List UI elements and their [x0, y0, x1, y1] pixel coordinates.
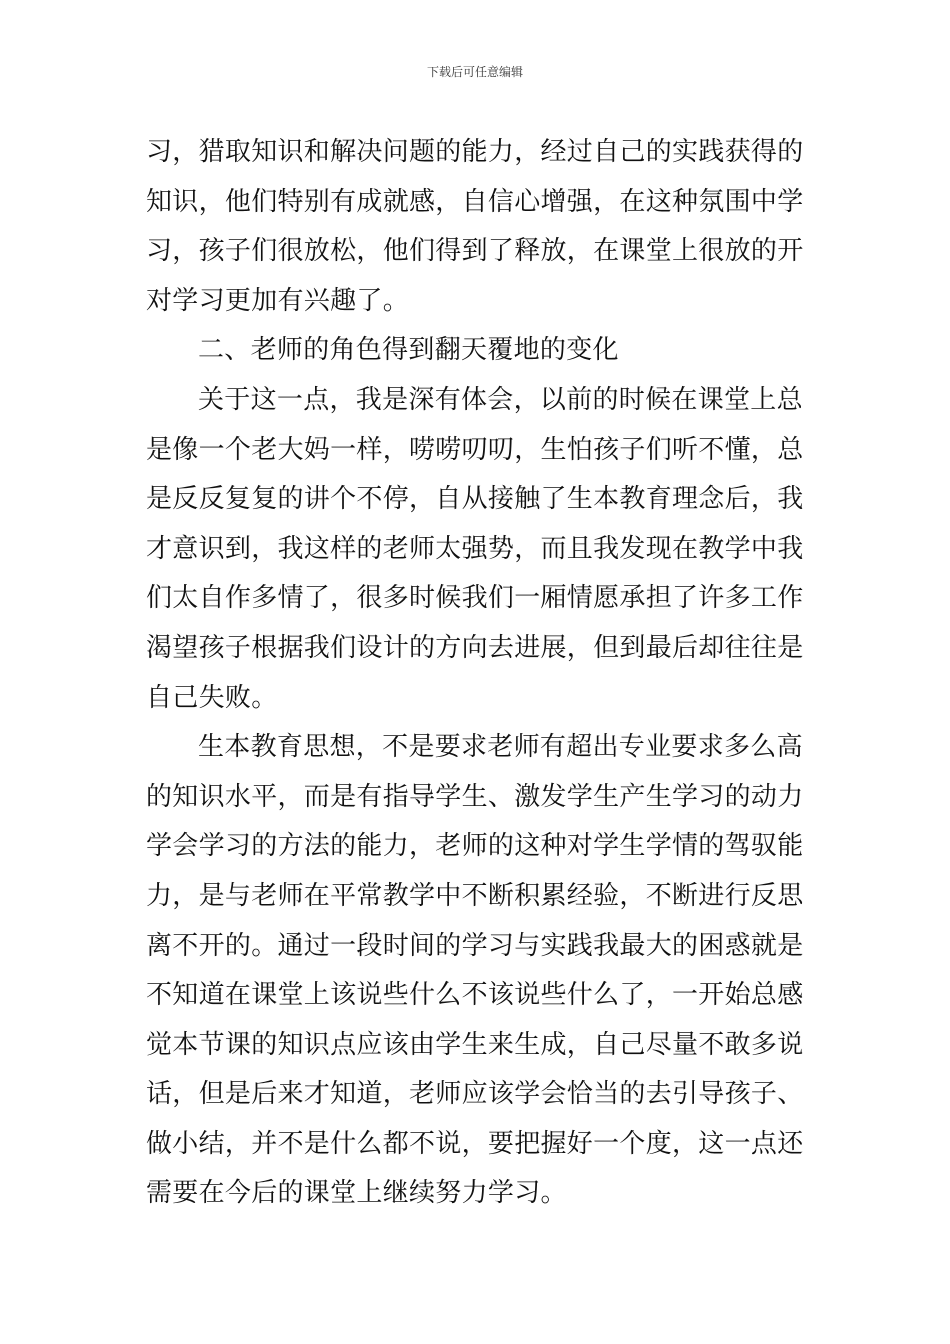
text-line: 不知道在课堂上该说些什么不该说些什么了，一开始总感 [146, 980, 804, 1011]
section-heading: 二、老师的角色得到翻天覆地的变化 [198, 335, 619, 366]
text-line: 习，猎取知识和解决问题的能力，经过自己的实践获得的 [146, 137, 804, 167]
page-header-note: 下载后可任意编辑 [426, 65, 523, 79]
text-line: 自己失败。 [146, 682, 278, 713]
text-line: 习，孩子们很放松，他们得到了释放，在课堂上很放的开 [146, 236, 804, 267]
text-line: 学会学习的方法的能力，老师的这种对学生学情的驾驭能 [146, 831, 804, 862]
text-line: 才意识到，我这样的老师太强势，而且我发现在教学中我 [146, 533, 804, 564]
text-line: 觉本节课的知识点应该由学生来生成，自己尽量不敢多说 [146, 1029, 804, 1060]
text-line: 知识，他们特别有成就感，自信心增强，在这种氛围中学 [146, 186, 804, 217]
text-line: 话，但是后来才知道，老师应该学会恰当的去引导孩子、 [146, 1079, 804, 1110]
text-line: 做小结，并不是什么都不说，要把握好一个度，这一点还 [146, 1128, 804, 1159]
text-line: 是反反复复的讲个不停，自从接触了生本教育理念后，我 [146, 484, 804, 515]
text-line: 离不开的。通过一段时间的学习与实践我最大的困惑就是 [146, 930, 804, 961]
text-line: 需要在今后的课堂上继续努力学习。 [146, 1178, 567, 1209]
text-line: 们太自作多情了，很多时候我们一厢情愿承担了许多工作 [146, 583, 804, 614]
text-line: 力，是与老师在平常教学中不断积累经验，不断进行反思 [146, 880, 804, 911]
text-line: 的知识水平，而是有指导学生、激发学生产生学习的动力 [146, 781, 804, 812]
paragraph-start-line: 关于这一点，我是深有体会，以前的时候在课堂上总 [198, 384, 803, 415]
paragraph-start-line: 生本教育思想，不是要求老师有超出专业要求多么高 [198, 732, 803, 763]
text-line: 是像一个老大妈一样，唠唠叨叨，生怕孩子们听不懂，总 [146, 434, 804, 465]
document-body [146, 128, 814, 1219]
text-line: 渴望孩子根据我们设计的方向去进展，但到最后却往往是 [146, 632, 804, 663]
text-line: 对学习更加有兴趣了。 [146, 285, 410, 316]
